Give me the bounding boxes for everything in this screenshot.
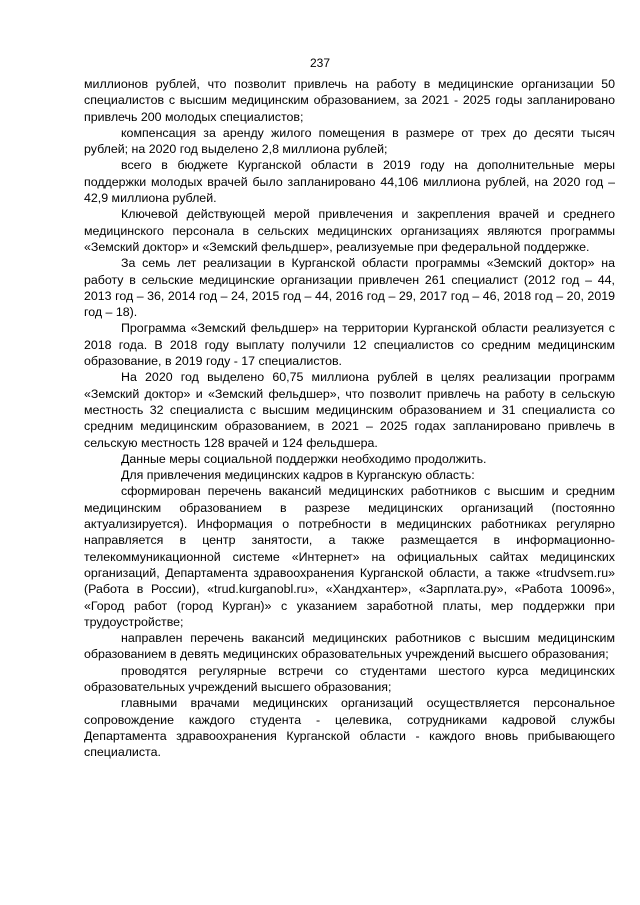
body-paragraph: Для привлечения медицинских кадров в Курганскую область: — [121, 468, 475, 483]
body-paragraph: компенсация за аренду жилого помещения в размере от трех до десяти тысяч рублей; на 2020 год выделено 2,8 миллиона рублей; — [84, 125, 615, 157]
page-number: 237 — [309, 56, 331, 70]
document-body — [84, 76, 615, 760]
body-paragraph: Ключевой действующей мерой привлечения и закрепления врачей и среднего медицинского персонала в сельских медицинских организациях являются программы «Земский доктор» и «Земский фельдшер», реализуемые при федеральной поддержке. — [84, 207, 615, 254]
body-paragraph: На 2020 год выделено 60,75 миллиона рублей в целях реализации программ «Земский доктор» и «Земский фельдшер», что позволит привлечь на работу в сельскую местность 32 специалиста с высшим медицинским образованием и 31 специалиста со средним медицинским образованием, в 2021 – 2025 годах запланировано привлечь в сельскую местность 128 врачей и 124 фельдшера. — [84, 370, 615, 450]
body-paragraph: Программа «Земский фельдшер» на территории Курганской области реализуется с 2018 года. В 2018 году выплату получили 12 специалистов со средним медицинским образование, в 2019 году - 17 специалистов. — [84, 321, 615, 369]
body-paragraph: проводятся регулярные встречи со студентами шестого курса медицинских образовательных учреждений высшего образования; — [84, 663, 615, 694]
body-paragraph: главными врачами медицинских организаций осуществляется персональное сопровождение каждого студента - целевика, сотрудниками кадровой службы Департамента здравоохранения Курганской области - каждого вновь прибывающего специалиста. — [84, 696, 615, 760]
body-paragraph: Данные меры социальной поддержки необходимо продолжить. — [121, 451, 487, 466]
body-paragraph: сформирован перечень вакансий медицинских работников с высшим и средним медицинским образованием в разрезе медицинских организаций (постоянно актуализируется). Информация о потребности в медицинских работниках регулярно направляется в центр занятости, а также размещается в информационно-телекоммуникационной системе «Интернет» на официальных сайтах медицинских организаций, Департамента здравоохранения Курганской области, а также «trudvsem.ru» (Работа в России), «trud.kurganobl.ru», «Хандхантер», «Зарплата.ру», «Работа 10096», «Город работ (город Курган)» с указанием заработной платы, мер поддержки при трудоустройстве; — [84, 484, 615, 629]
body-paragraph: направлен перечень вакансий медицинских работников с высшим медицинским образованием в девять медицинских образовательных учреждений высшего образования; — [84, 631, 615, 662]
body-paragraph: всего в бюджете Курганской области в 2019 году на дополнительные меры поддержки молодых врачей было запланировано 44,106 миллиона рублей, на 2020 год – 42,9 миллиона рублей. — [84, 158, 615, 206]
body-paragraph: миллионов рублей, что позволит привлечь на работу в медицинские организации 50 специалистов с высшим медицинским образованием, за 2021 - 2025 годы запланировано привлечь 200 молодых специалистов; — [84, 77, 615, 124]
body-paragraph: За семь лет реализации в Курганской области программы «Земский доктор» на работу в сельские медицинские организации привлечен 261 специалист (2012 год – 44, 2013 год – 36, 2014 год – 24, 2015 год – 44, 2016 год – 29, 2017 год – 46, 2018 год – 20, 2019 год – 18). — [84, 256, 615, 320]
